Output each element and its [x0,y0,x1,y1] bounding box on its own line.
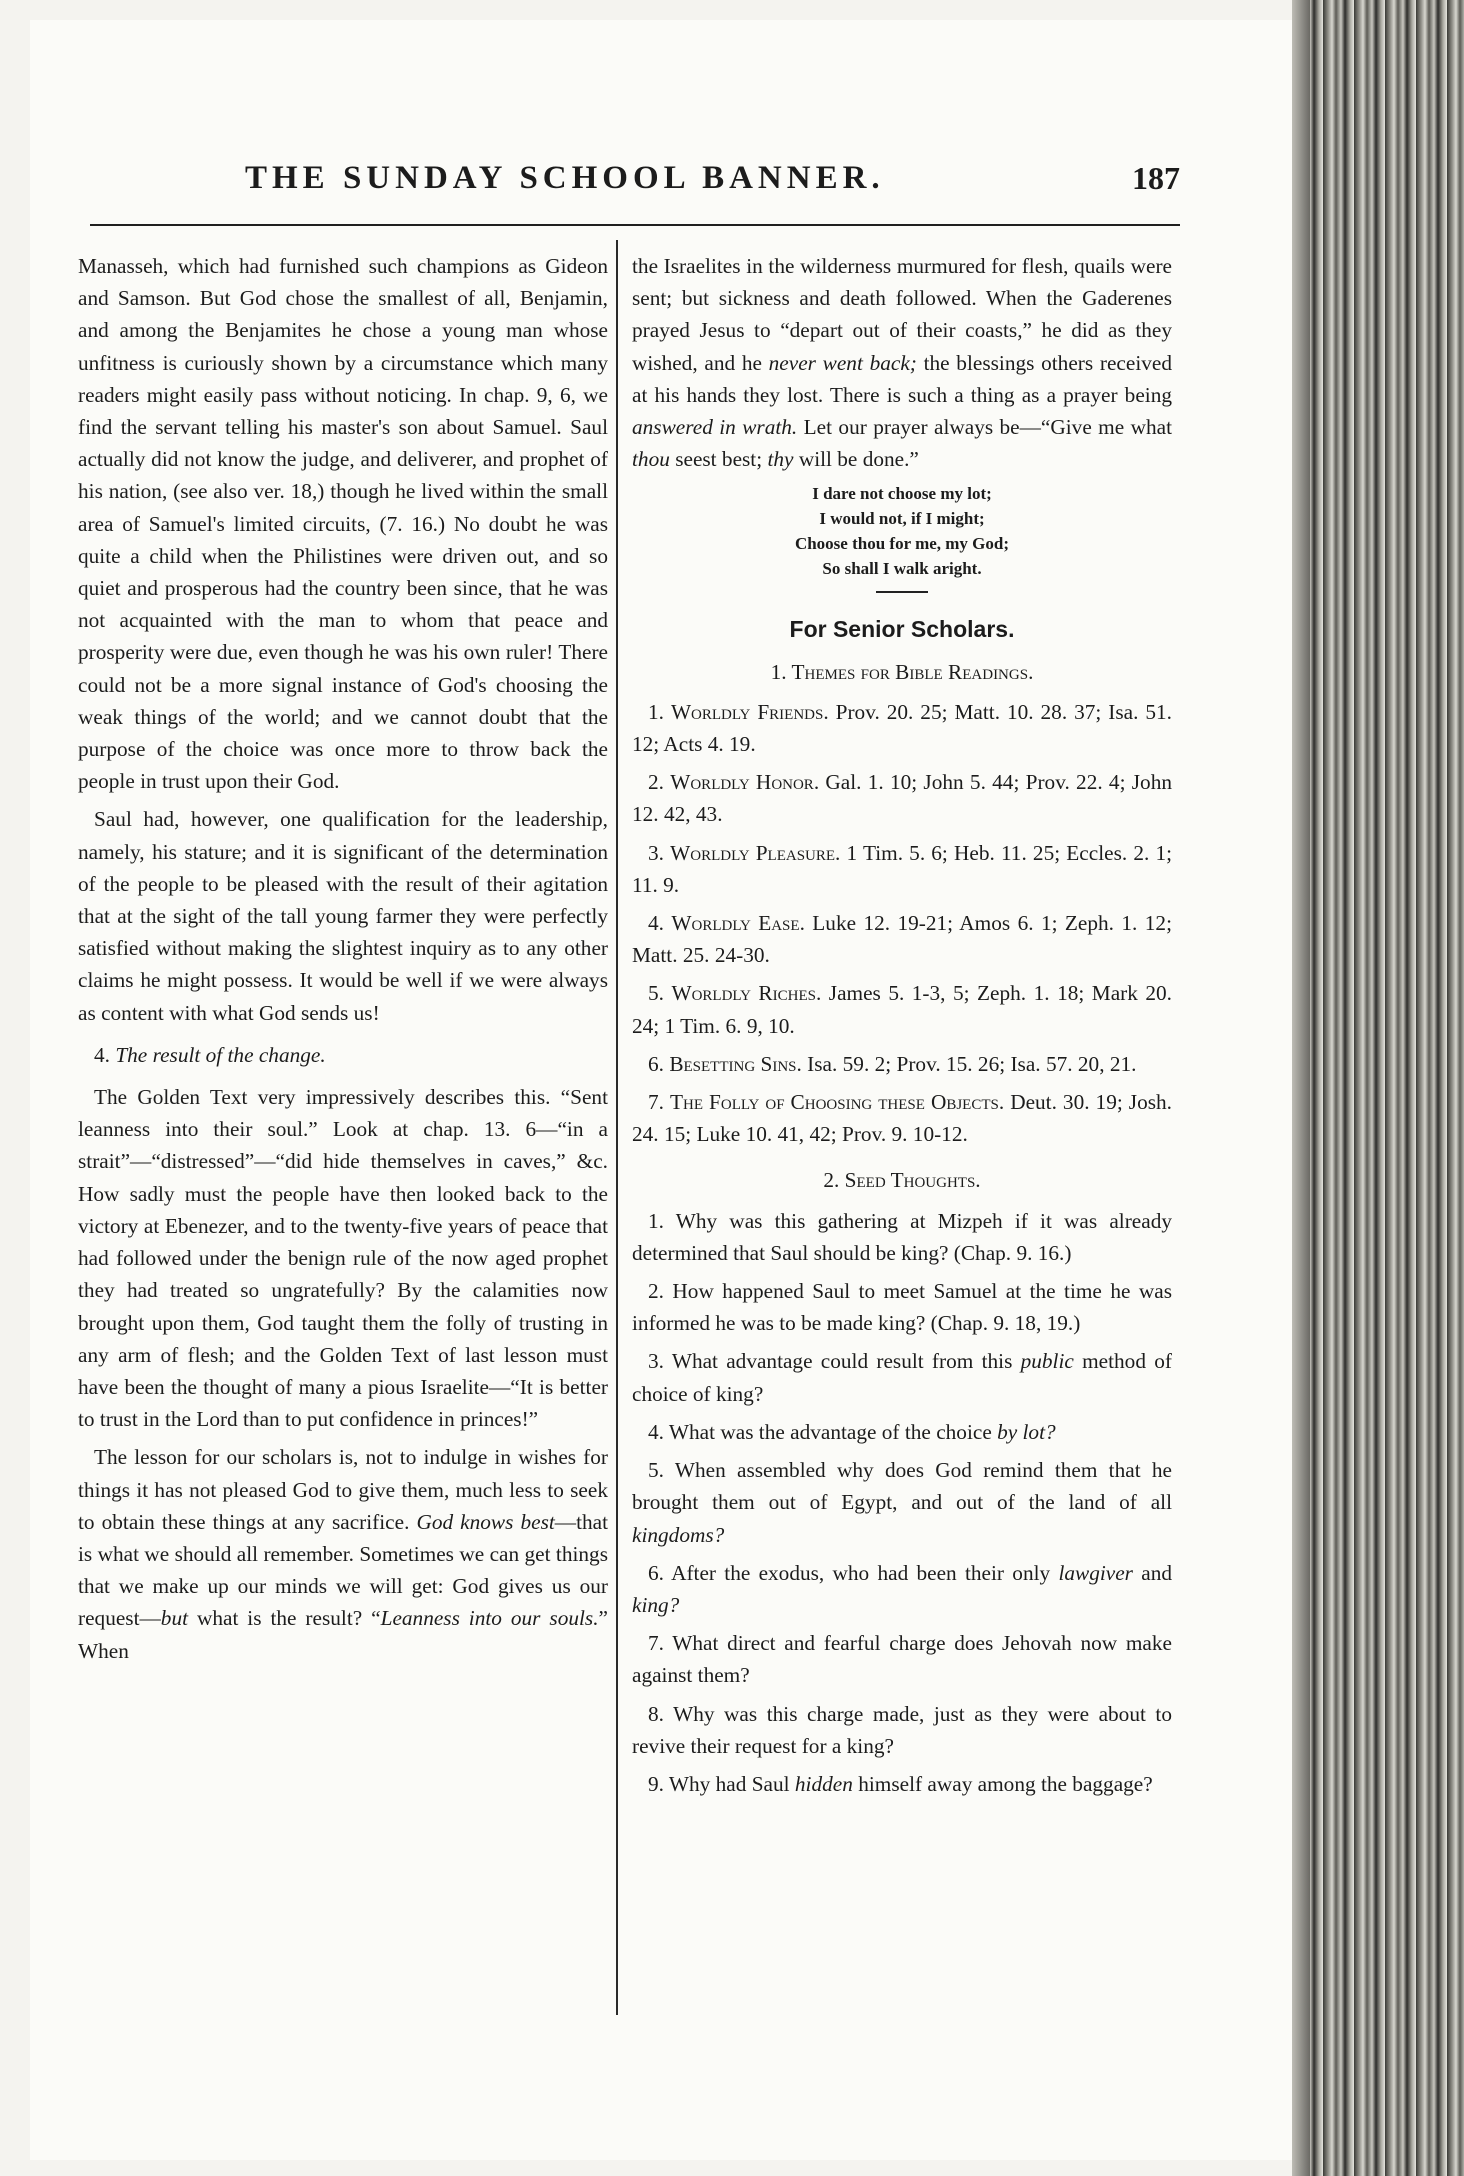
section-divider [876,591,928,593]
theme-label: Worldly Ease. [671,911,805,936]
text-run-italic: kingdoms? [632,1522,725,1547]
page-number: 187 [1132,160,1180,196]
theme-item [632,837,1172,901]
themes-heading: 1. Themes for Bible Readings. [770,659,1034,684]
text-run: 4. What was the advantage of the choice [648,1419,998,1444]
paragraph: Saul had, however, one qualification for the leadership, namely, his stature; and it is significant of the determination of the people to be pleased with the result of their agitation that at the sight of the tall young farmer they were perfectly satisfied without making the slightest inquiry as to any other claims he might possess. It would be well if we were always as content with what God sends us! [78,807,608,1025]
theme-item [632,907,1172,971]
question-item: 1. Why was this gathering at Mizpeh if it was already determined that Saul should be king? (Chap. 9. 16.) [632,1208,1172,1265]
question-item: 7. What direct and fearful charge does Jehovah now make against them? [632,1631,1172,1688]
verse-line: I would not, if I might; [819,509,985,529]
verse-line: I dare not choose my lot; [812,484,992,504]
theme-label: Worldly Pleasure. [670,840,841,865]
theme-number: 2. [648,770,664,795]
header-rule [90,224,1180,226]
paragraph [632,250,1172,475]
theme-label: Worldly Riches. [671,981,822,1006]
text-run: method of choice of king? [632,1349,1172,1406]
text-run: Let our prayer always be—“Give me what [797,415,1172,440]
text-run: what is the result? “ [188,1606,381,1631]
text-run: 3. What advantage could result from this [648,1349,1021,1374]
question-item: 8. Why was this charge made, just as they were about to revive their request for a king? [632,1701,1172,1758]
theme-label: Worldly Friends. [670,699,829,724]
text-run: ” When [78,1606,608,1663]
question-item [632,1416,1172,1448]
left-column [78,250,608,1673]
theme-number: 1. [648,699,664,724]
question-item [632,1557,1172,1621]
text-run-italic: never went back; [768,350,917,375]
running-header [90,160,1180,220]
text-run: 5. When assembled why does God remind them that he brought them out of Egypt, and out of the land of all [632,1458,1172,1515]
question-item: 2. How happened Saul to meet Samuel at the time he was informed he was to be made king? (Chap. 9. 18, 19.) [632,1279,1172,1336]
text-run: himself away among the baggage? [852,1771,1153,1796]
theme-refs: 1 Tim. 5. 6; Heb. 11. 25; Eccles. 2. 1; 11. 9. [632,840,1173,897]
theme-refs: Luke 12. 19-21; Amos 6. 1; Zeph. 1. 12; Matt. 25. 24-30. [632,911,1172,968]
verse-line: Choose thou for me, my God; [794,534,1010,554]
theme-refs: Isa. 59. 2; Prov. 15. 26; Isa. 57. 20, 21. [807,1051,1137,1076]
text-run-italic: Leanness into our souls. [380,1606,599,1631]
text-run-italic: hidden [794,1771,853,1796]
theme-refs: Prov. 20. 25; Matt. 10. 28. 37; Isa. 51. 12; Acts 4. 19. [632,699,1172,757]
column-divider [616,240,618,2015]
paragraph: Manasseh, which had furnished such champions as Gideon and Samson. But God chose the smallest of all, Benjamin, and among the Benjamites he chose a young man whose unfitness is curiously shown by a circumstance which many readers might easily pass without noticing. In chap. 9, 6, we find the servant telling his master's son about Samuel. Saul actually did not know the judge, and deliverer, and prophet of his nation, (see also ver. 18,) though he lived within the small area of Samuel's limited circuits, (7. 16.) No doubt he was quite a child when the Philistines were driven out, and so quiet and prosperous had the country been since, that he was not acquainted with the man to whom that peace and prosperity were due, even though he was his own ruler! There could not be a more signal instance of God's choosing the weak things of the world; and we cannot doubt that the purpose of the choice was once more to throw back the people in trust upon their God. [78,254,608,794]
seed-thoughts-heading: 2. Seed Thoughts. [823,1168,981,1193]
section-heading-result [78,1039,608,1071]
text-run: the Israelites in the wilderness murmured for flesh, quails were sent; but sickness and death followed. When the Gaderenes prayed Jesus to “depart out of their coasts,” he did as they wished, and he [632,254,1172,375]
theme-item [632,696,1172,760]
text-run: —that is what we should all remember. Sometimes we can get things that we make up our minds we will get: God gives us our request— [78,1509,609,1631]
text-run: the blessings others received at his hands they lost. There is such a thing as a prayer being [632,350,1172,407]
theme-refs: James 5. 1-3, 5; Zeph. 1. 18; Mark 20. 24; 1 Tim. 6. 9, 10. [632,981,1173,1038]
text-run: 6. After the exodus, who had been their only [648,1560,1059,1585]
paragraph: The Golden Text very impressively describes this. “Sent leanness into their soul.” Look at chap. 13. 6—“in a strait”—“distressed”—“did hide themselves in caves,” &c. How sadly must the people have then looked back to the victory at Ebenezer, and to the twenty-five years of peace that had followed under the benign rule of the now aged prophet they had treated so ungratefully? By the calamities now brought upon them, God taught them the folly of trusting in any arm of flesh; and the Golden Text of last lesson must have been the thought of many a pious Israelite—“It is better to trust in the Lord than to put confidence in princes!” [78,1085,608,1432]
theme-label: The Folly of Choosing these Objects. [670,1090,1005,1115]
theme-number: 7. [648,1090,664,1115]
right-column [632,250,1172,1806]
text-run-italic: God knows best [416,1509,555,1534]
text-run-italic: thou [632,447,670,472]
page-gutter-shadow [1292,0,1310,2176]
text-run-italic: by lot? [997,1419,1056,1444]
theme-label: Worldly Honor. [670,770,820,795]
question-item [632,1345,1172,1409]
theme-number: 6. [648,1051,664,1076]
text-run: The lesson for our scholars is, not to indulge in wishes for things it has not pleased God to give them, much less to seek to obtain these things at any sacrifice. [78,1445,608,1534]
theme-label: Besetting Sins. [669,1051,802,1076]
text-run-italic: but [160,1606,189,1631]
heading-number: 4. [94,1042,110,1067]
book-page-edges [1292,0,1464,2176]
text-run: 9. Why had Saul [648,1771,795,1796]
text-run-italic: answered in wrath. [632,415,798,440]
theme-item [632,766,1172,830]
text-run: seest best; [669,447,768,472]
theme-item [632,1086,1172,1150]
text-run-italic: lawgiver [1058,1560,1133,1585]
paragraph [78,1441,608,1666]
question-item [632,1768,1172,1800]
heading-text: The result of the change. [115,1042,326,1067]
journal-title: THE SUNDAY SCHOOL BANNER. [245,160,885,196]
theme-refs: Deut. 30. 19; Josh. 24. 15; Luke 10. 41, 42; Prov. 9. 10-12. [632,1090,1172,1147]
theme-refs: Gal. 1. 10; John 5. 44; Prov. 22. 4; John 12. 42, 43. [632,770,1172,827]
theme-number: 4. [648,911,664,936]
text-run: and [1132,1560,1172,1585]
text-run-italic: public [1020,1349,1074,1374]
verse-quote [632,481,1172,581]
text-run-italic: thy [767,447,794,472]
section-title: For Senior Scholars. [789,616,1015,643]
text-run-italic: king? [632,1592,680,1617]
theme-number: 5. [648,981,664,1006]
theme-number: 3. [648,840,664,865]
verse-line: So shall I walk aright. [822,559,982,579]
text-run: will be done.” [793,447,919,472]
theme-item [632,977,1172,1041]
theme-item [632,1048,1172,1080]
question-item [632,1454,1172,1551]
